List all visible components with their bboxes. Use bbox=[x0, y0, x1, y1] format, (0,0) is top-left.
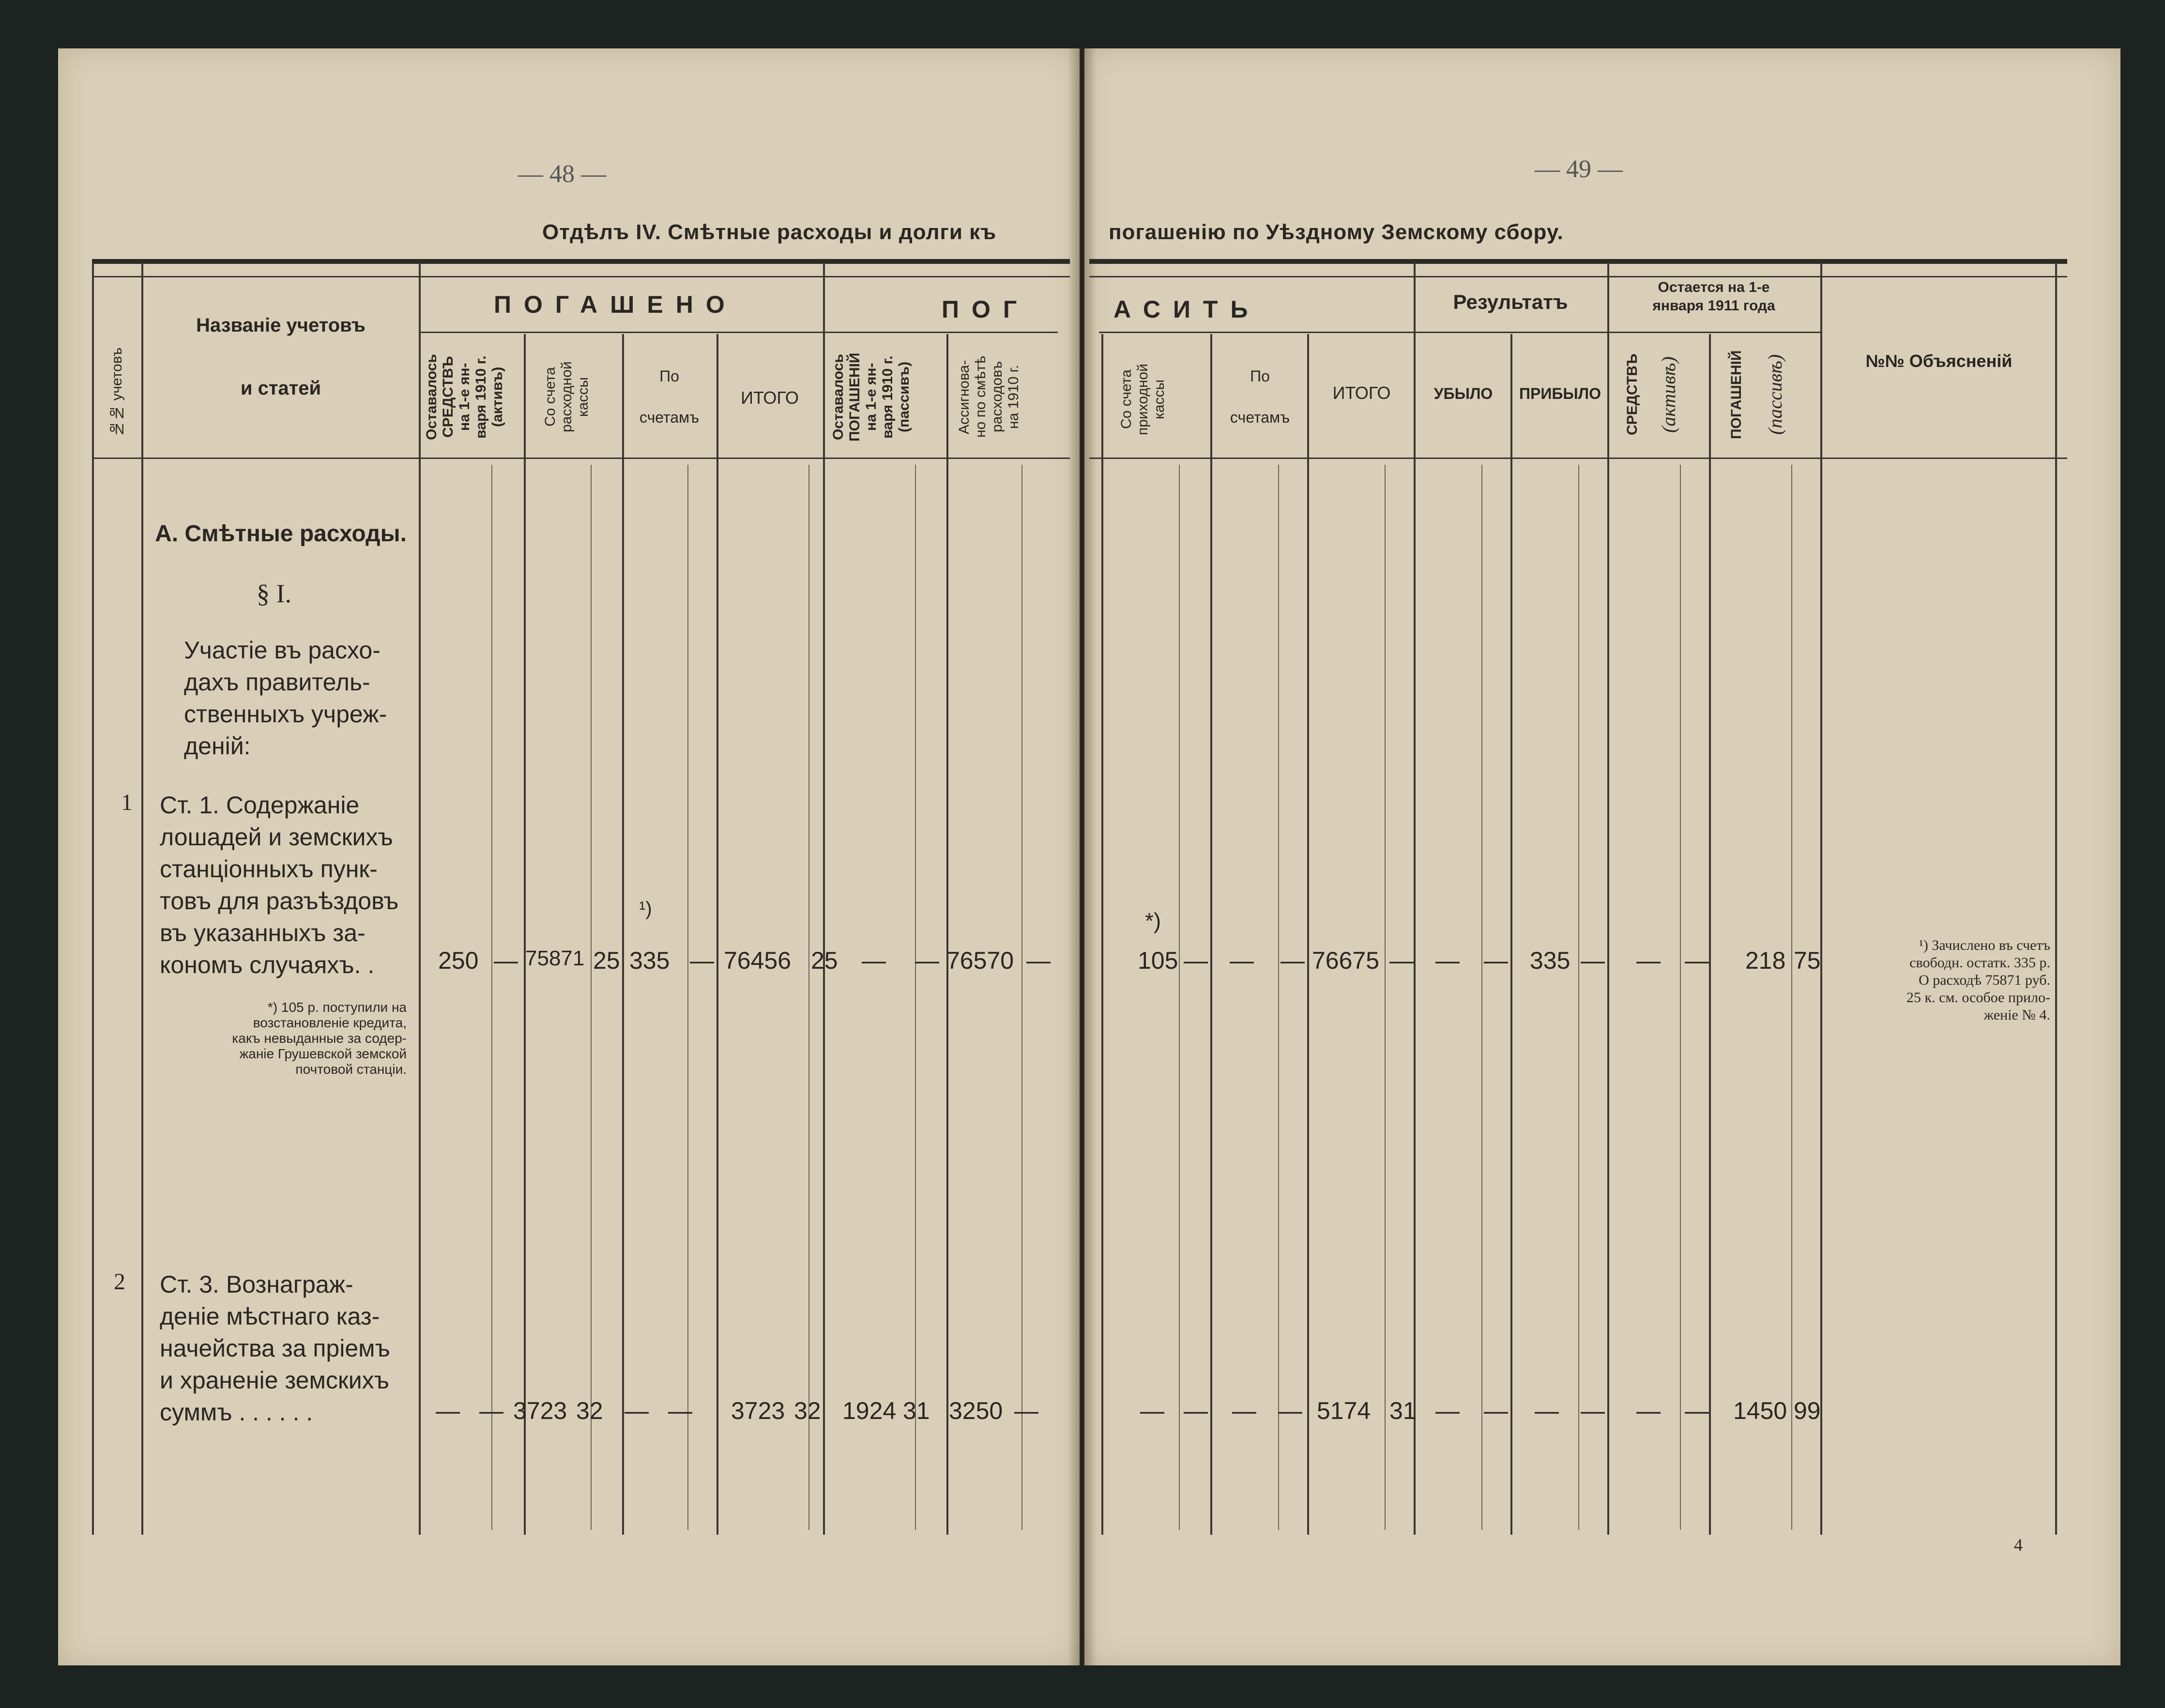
hdr-line: Со счета bbox=[1118, 369, 1134, 429]
text-line: деніе мѣстнаго каз- bbox=[160, 1303, 380, 1330]
vline bbox=[1414, 261, 1416, 1535]
hdr-line: на 1910 г. bbox=[1006, 365, 1022, 429]
hdr-line: Остается на 1-е bbox=[1658, 279, 1770, 295]
vline bbox=[591, 465, 592, 1530]
vline bbox=[808, 465, 809, 1530]
vline bbox=[524, 334, 526, 1535]
row-2-pogash-kop: 99 bbox=[1794, 1397, 1821, 1424]
text-line: ¹) Зачислено въ счетъ bbox=[1919, 937, 2050, 953]
group-header-pogasit-right: АСИТЬ bbox=[1113, 296, 1261, 323]
text-line: въ указанныхъ за- bbox=[160, 919, 366, 946]
text-line: женіе № 4. bbox=[1983, 1007, 2050, 1023]
vline bbox=[1101, 334, 1103, 1535]
hdr-line: (пассивъ) bbox=[896, 361, 912, 433]
text-line: кономъ случаяхъ. . bbox=[160, 951, 375, 978]
text-line: Участіе въ расхо- bbox=[184, 637, 381, 664]
group-header-ostaetsya bbox=[1610, 278, 1818, 315]
hdr-line: января 1911 года bbox=[1652, 298, 1775, 314]
row-1-footnote-mark: ¹) bbox=[639, 898, 652, 919]
book-fold bbox=[1067, 48, 1097, 1665]
col-header-prihodnoy bbox=[1118, 349, 1168, 450]
row-1-rashod-kop: 25 bbox=[593, 947, 620, 974]
col-header-name-2: и статей bbox=[240, 378, 321, 399]
row-1-itogo-r-rub: 76675 bbox=[1312, 947, 1380, 974]
row-1-po-schetam-r-rub: — bbox=[1230, 947, 1254, 974]
hdr-line: ПОГАШЕНІЙ bbox=[847, 352, 863, 442]
row-1-itogo-rub: 76456 bbox=[724, 947, 792, 974]
vline bbox=[1481, 465, 1482, 1530]
text-line: начейства за пріемъ bbox=[160, 1335, 390, 1362]
col-header-obyasneniy: №№ Объясненій bbox=[1865, 351, 2013, 371]
text-line: почтовой станціи. bbox=[295, 1062, 407, 1077]
hdr-line: но по смѣтѣ bbox=[973, 356, 989, 438]
text-line: дахъ правитель- bbox=[184, 669, 370, 696]
intro-text bbox=[184, 634, 387, 762]
table-second-rule-right bbox=[1089, 276, 2067, 277]
hdr-line: расходовъ bbox=[989, 361, 1005, 433]
col-header-assignovano bbox=[956, 339, 1038, 455]
col-header-itogo-right: ИТОГО bbox=[1332, 383, 1391, 403]
vline bbox=[141, 261, 143, 1535]
row-1-asterisk-mark: *) bbox=[1145, 908, 1161, 933]
col-header-po-schetam-2: счетамъ bbox=[639, 409, 700, 426]
hdr-line: (активъ) bbox=[489, 366, 505, 427]
hdr-line: Оставалось bbox=[830, 354, 846, 440]
row-2-itogo-rub: 3723 bbox=[731, 1397, 785, 1424]
row-1-footnote bbox=[194, 1000, 407, 1077]
text-line: свободн. остатк. 335 р. bbox=[1909, 955, 2050, 971]
header-bottom-rule-right bbox=[1089, 458, 2067, 459]
group-header-pogasit-left: ПОГ bbox=[942, 296, 1030, 323]
row-1-itogo-kop: 25 bbox=[811, 947, 838, 974]
row-2-text bbox=[160, 1268, 390, 1428]
col-header-passive: (пассивѣ) bbox=[1764, 354, 1786, 435]
vline bbox=[622, 334, 624, 1535]
vline bbox=[1278, 465, 1279, 1530]
row-2-ostavalos-kop: — bbox=[479, 1397, 503, 1424]
hdr-line: Ассигнова- bbox=[956, 360, 972, 434]
text-line: Ст. 1. Содержаніе bbox=[160, 792, 360, 819]
row-1-explanation bbox=[1828, 937, 2050, 1024]
col-header-ostavalos-passive bbox=[830, 339, 927, 455]
text-line: суммъ . . . . . . bbox=[160, 1399, 313, 1426]
hdr-line: СРЕДСТВЪ bbox=[440, 356, 456, 438]
vline bbox=[1709, 334, 1711, 1535]
row-2-pogash-rub: 1450 bbox=[1733, 1397, 1787, 1424]
col-header-ostavalos-active bbox=[424, 339, 520, 455]
row-1-rashod-rub: 75871 bbox=[525, 946, 585, 970]
signature-mark: 4 bbox=[2014, 1535, 2023, 1555]
row-2-ubylo-kop: — bbox=[1484, 1397, 1508, 1424]
col-header-ubylo: УБЫЛО bbox=[1433, 385, 1493, 402]
hdr-line: варя 1910 г. bbox=[473, 355, 489, 439]
row-1-assign-rub: 76570 bbox=[946, 947, 1014, 974]
row-2-prihod-kop: — bbox=[1184, 1397, 1208, 1424]
row-2-assign-kop: — bbox=[1014, 1397, 1038, 1424]
row-1-itogo-r-kop: — bbox=[1389, 947, 1414, 974]
hdr-line: расходной bbox=[559, 361, 575, 433]
section-title-left: Отдѣлъ IV. Смѣтные расходы и долги къ bbox=[542, 220, 997, 244]
row-1-sredstv-kop: — bbox=[1685, 947, 1709, 974]
row-1-prihod-rub: 105 bbox=[1138, 947, 1178, 974]
vline bbox=[946, 334, 948, 1535]
row-1-assign-kop: — bbox=[1026, 947, 1051, 974]
hdr-line: на 1-е ян- bbox=[457, 363, 473, 431]
row-1-ubylo-kop: — bbox=[1484, 947, 1508, 974]
col-header-rashodnoy bbox=[542, 344, 592, 450]
paragraph-mark: § I. bbox=[257, 579, 291, 608]
vline bbox=[1510, 334, 1512, 1535]
row-1-ostavalos-rub: 250 bbox=[438, 947, 479, 974]
text-line: жаніе Грушевской земской bbox=[239, 1046, 407, 1061]
row-2-assign-rub: 3250 bbox=[949, 1397, 1003, 1424]
header-mid-rule-right bbox=[1099, 332, 1820, 333]
row-1-pogash-rub: 218 bbox=[1745, 947, 1786, 974]
row-1-sredstv-rub: — bbox=[1636, 947, 1661, 974]
group-header-pogasheno: ПОГАШЕНО bbox=[494, 291, 737, 318]
vline bbox=[2055, 261, 2057, 1535]
row-2-po-schetam-r-rub: — bbox=[1232, 1397, 1256, 1424]
row-1-number: 1 bbox=[121, 790, 133, 815]
vline bbox=[1210, 334, 1212, 1535]
group-header-rezultat: Результатъ bbox=[1453, 290, 1568, 313]
vline bbox=[1385, 465, 1386, 1530]
row-2-itogo-kop: 32 bbox=[794, 1397, 821, 1424]
row-2-po-schetam-r-kop: — bbox=[1278, 1397, 1302, 1424]
row-2-sredstv-kop: — bbox=[1685, 1397, 1709, 1424]
hdr-line: Со счета bbox=[542, 367, 558, 427]
col-header-po-schetam-1: По bbox=[659, 367, 679, 385]
row-1-po-schetam-rub: 335 bbox=[629, 947, 670, 974]
vline bbox=[491, 465, 492, 1530]
vline bbox=[1307, 334, 1309, 1535]
text-line: лошадей и земскихъ bbox=[160, 824, 393, 851]
col-header-po-schetam-r2: счетамъ bbox=[1230, 409, 1290, 426]
row-2-ostavalos-rub: — bbox=[436, 1397, 460, 1424]
vline bbox=[1607, 261, 1609, 1535]
table-top-rule-left bbox=[92, 259, 1070, 264]
page-number-right: — 49 — bbox=[1535, 155, 1623, 183]
hdr-line: кассы bbox=[575, 377, 591, 417]
row-2-po-schetam-kop: — bbox=[668, 1397, 692, 1424]
hdr-line: приходной bbox=[1135, 364, 1151, 435]
row-1-pribylo-kop: — bbox=[1581, 947, 1605, 974]
row-1-prihod-kop: — bbox=[1184, 947, 1208, 974]
row-2-pribylo-rub: — bbox=[1535, 1397, 1559, 1424]
section-a-title: А. Смѣтные расходы. bbox=[155, 521, 407, 547]
col-header-name-1: Названіе учетовъ bbox=[196, 315, 366, 336]
text-line: возстановленіе кредита, bbox=[253, 1015, 407, 1030]
row-1-passiv-rub: — bbox=[862, 947, 886, 974]
text-line: товъ для разъѣздовъ bbox=[160, 887, 399, 915]
row-1-po-schetam-r-kop: — bbox=[1281, 947, 1305, 974]
row-2-number: 2 bbox=[114, 1269, 125, 1295]
row-2-sredstv-rub: — bbox=[1636, 1397, 1661, 1424]
col-header-itogo: ИТОГО bbox=[741, 388, 799, 408]
vline bbox=[1680, 465, 1681, 1530]
row-1-po-schetam-kop: — bbox=[690, 947, 714, 974]
hdr-line: на 1-е ян- bbox=[863, 363, 879, 431]
row-2-pribylo-kop: — bbox=[1581, 1397, 1605, 1424]
col-header-pogasheniy: ПОГАШЕНІЙ bbox=[1728, 350, 1744, 439]
row-2-rashod-kop: 32 bbox=[576, 1397, 603, 1424]
col-header-pribylo: ПРИБЫЛО bbox=[1519, 385, 1601, 402]
row-2-passiv-kop: 31 bbox=[903, 1397, 930, 1424]
hdr-line: кассы bbox=[1151, 379, 1167, 420]
table-second-rule-left bbox=[92, 276, 1070, 277]
vline bbox=[1179, 465, 1180, 1530]
row-2-ubylo-rub: — bbox=[1435, 1397, 1460, 1424]
row-2-rashod-rub: 3723 bbox=[513, 1397, 567, 1424]
col-header-aktive: (активѣ) bbox=[1658, 356, 1679, 433]
col-header-po-schetam-r1: По bbox=[1250, 367, 1270, 385]
table-top-rule-right bbox=[1089, 259, 2067, 264]
row-2-passiv-rub: 1924 bbox=[842, 1397, 897, 1424]
page-number-left: — 48 — bbox=[518, 160, 606, 188]
row-1-passiv-kop: — bbox=[915, 947, 939, 974]
text-line: 25 к. см. особое прило- bbox=[1906, 990, 2050, 1006]
vline bbox=[1578, 465, 1579, 1530]
text-line: Ст. 3. Вознаграж- bbox=[160, 1271, 353, 1298]
col-header-number: №№ учетовъ bbox=[109, 347, 125, 437]
text-line: ственныхъ учреж- bbox=[184, 701, 387, 728]
col-header-sredstv: СРЕДСТВЪ bbox=[1624, 353, 1640, 436]
row-1-ubylo-rub: — bbox=[1435, 947, 1460, 974]
row-2-itogo-r-kop: 31 bbox=[1389, 1397, 1417, 1424]
header-mid-rule-left bbox=[419, 332, 1058, 333]
header-bottom-rule-left bbox=[92, 458, 1070, 459]
vline bbox=[92, 261, 94, 1535]
row-2-itogo-r-rub: 5174 bbox=[1317, 1397, 1371, 1424]
row-2-prihod-rub: — bbox=[1140, 1397, 1164, 1424]
vline bbox=[717, 334, 718, 1535]
row-1-ostavalos-kop: — bbox=[494, 947, 518, 974]
text-line: *) 105 р. поступили на bbox=[267, 1000, 407, 1015]
row-1-text bbox=[160, 789, 398, 981]
vline bbox=[419, 261, 421, 1535]
row-2-po-schetam-rub: — bbox=[625, 1397, 649, 1424]
hdr-line: варя 1910 г. bbox=[880, 355, 896, 439]
vline bbox=[1820, 261, 1822, 1535]
section-title-right: погашенію по Уѣздному Земскому сбору. bbox=[1109, 220, 1564, 244]
vline bbox=[687, 465, 688, 1530]
text-line: какъ невыданные за содер- bbox=[232, 1031, 407, 1046]
row-1-pogash-kop: 75 bbox=[1794, 947, 1821, 974]
text-line: и храненіе земскихъ bbox=[160, 1367, 389, 1394]
vline bbox=[1791, 465, 1792, 1530]
row-1-pribylo-rub: 335 bbox=[1530, 947, 1570, 974]
text-line: деній: bbox=[184, 732, 251, 760]
hdr-line: Оставалось bbox=[424, 354, 440, 440]
text-line: станціонныхъ пунк- bbox=[160, 855, 378, 883]
vline bbox=[915, 465, 916, 1530]
text-line: О расходѣ 75871 руб. bbox=[1919, 972, 2050, 988]
vline bbox=[823, 261, 825, 1535]
